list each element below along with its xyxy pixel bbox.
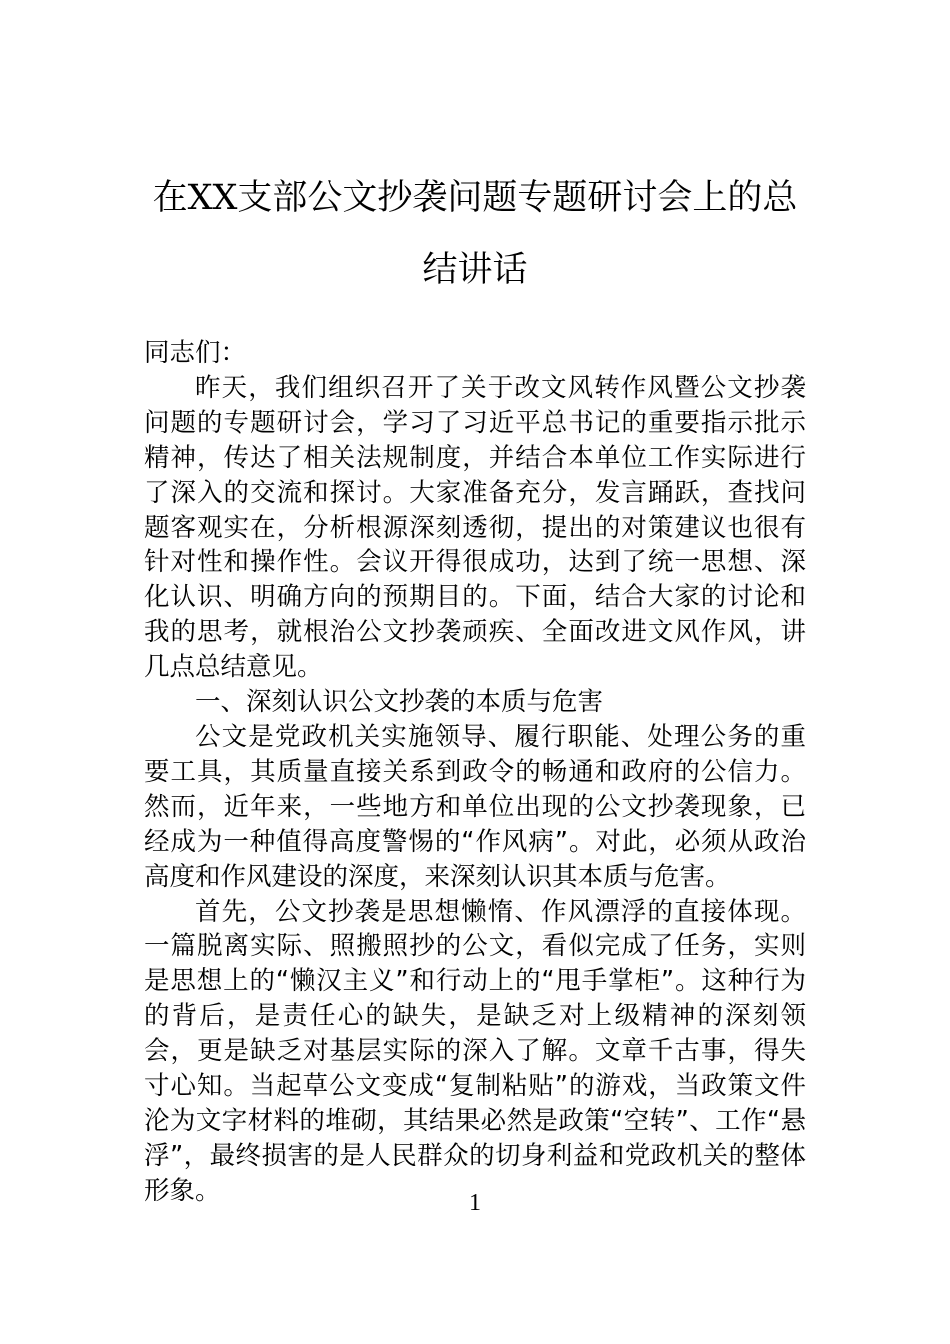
title-line-1: 在XX支部公文抄袭问题专题研讨会上的总	[152, 178, 798, 218]
section-heading-1: 一、深刻认识公文抄袭的本质与危害	[195, 687, 604, 718]
page-number: 1	[469, 1190, 481, 1216]
salutation: 同志们：	[144, 338, 247, 368]
paragraph-section1-intro: 公文是党政机关实施领导、履行职能、处理公务的重要工具，其质量直接关系到政令的畅通和政府的公信力。然而，近年来，一些地方和单位出现的公文抄袭现象，已经成为一种值得高度警惕的“作风病”。对此，必须从政治高度和作风建设的深度，来深刻认识其本质与危害。	[144, 721, 806, 892]
document-title	[140, 162, 810, 306]
document-body	[144, 336, 806, 1209]
paragraph-section1-first: 首先，公文抄袭是思想懒惰、作风漂浮的直接体现。一篇脱离实际、照搬照抄的公文，看似完成了任务，实则是思想上的“懒汉主义”和行动上的“甩手掌柜”。这种行为的背后，是责任心的缺失，是缺乏对上级精神的深刻领会，更是缺乏对基层实际的深入了解。文章千古事，得失寸心知。当起草公文变成“复制粘贴”的游戏，当政策文件沦为文字材料的堆砌，其结果必然是政策“空转”、工作“悬浮”，最终损害的是人民群众的切身利益和党政机关的整体形象。	[144, 896, 806, 1206]
title-line-2: 结讲话	[422, 250, 528, 290]
paragraph-opening: 昨天，我们组织召开了关于改文风转作风暨公文抄袭问题的专题研讨会，学习了习近平总书记的重要指示批示精神，传达了相关法规制度，并结合本单位工作实际进行了深入的交流和探讨。大家准备充分，发言踊跃，查找问题客观实在，分析根源深刻透彻，提出的对策建议也很有针对性和操作性。会议开得很成功，达到了统一思想、深化认识、明确方向的预期目的。下面，结合大家的讨论和我的思考，就根治公文抄袭顽疾、全面改进文风作风，讲几点总结意见。	[144, 372, 806, 683]
